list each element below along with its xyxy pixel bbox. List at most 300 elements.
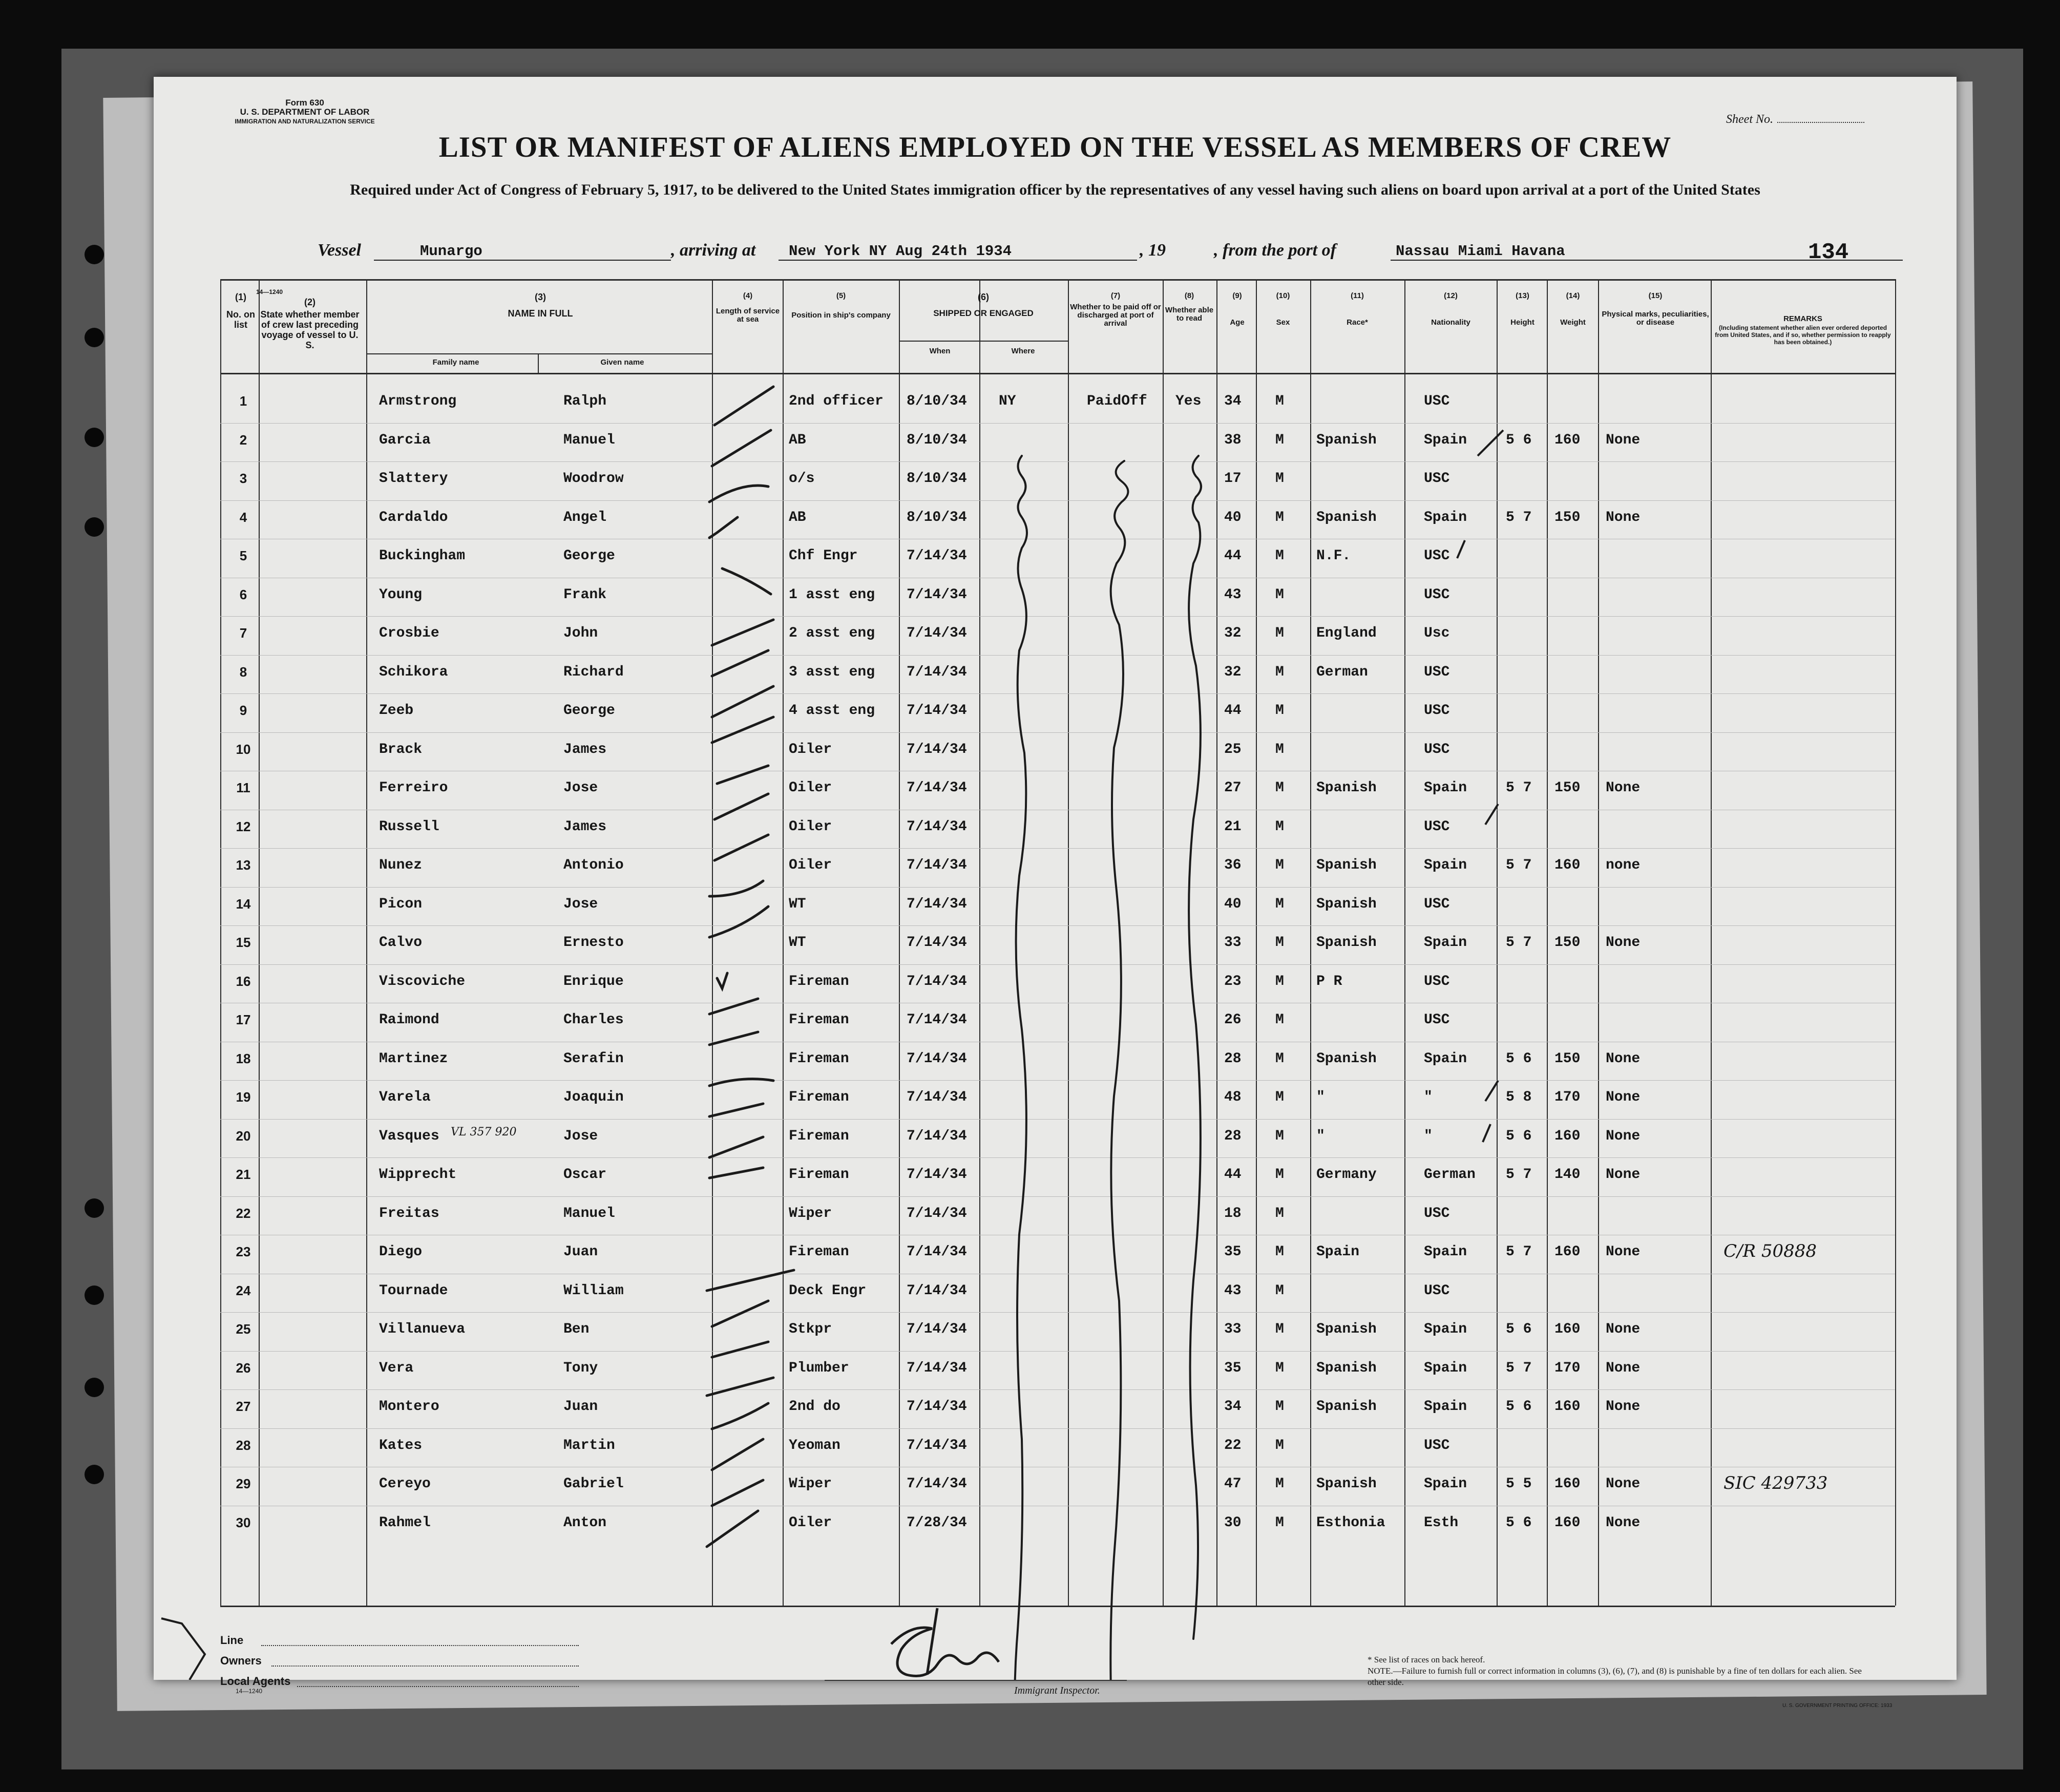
given-name: James — [563, 819, 607, 835]
nationality: USC — [1424, 819, 1450, 835]
height: 5 6 — [1506, 1515, 1532, 1531]
row-number: 16 — [236, 974, 251, 989]
row-number: 22 — [236, 1206, 251, 1221]
weight: 150 — [1554, 780, 1581, 796]
position: WT — [789, 935, 806, 951]
row-number: 20 — [236, 1128, 251, 1144]
age: 40 — [1224, 896, 1242, 912]
row-number: 7 — [239, 625, 247, 641]
document-subtitle: Required under Act of Congress of February 5, 1917, to be delivered to the United States immigration officer by the representatives of any vessel having such aliens on board upon arrival at a port of the United States — [350, 181, 1760, 198]
hdr-marks-label: Physical marks, peculiarities, or disease — [1602, 310, 1709, 327]
row-number: 26 — [236, 1360, 251, 1376]
family-name: Freitas — [379, 1206, 439, 1221]
given-name: Ernesto — [563, 935, 624, 951]
race: Spanish — [1316, 780, 1377, 796]
sex: M — [1275, 974, 1284, 989]
position: 4 asst eng — [789, 703, 875, 719]
arriving-port-date: New York NY Aug 24th 1934 — [779, 243, 1137, 261]
race: Spanish — [1316, 510, 1377, 525]
paid-off: PaidOff — [1087, 393, 1147, 409]
shipped-when: 7/14/34 — [907, 1399, 967, 1415]
footnote-penalty: NOTE.—Failure to furnish full or correct information in columns (3), (6), (7), and (8) is punishable by a fine of ten dollars for each alien. See other side. — [1368, 1666, 1862, 1687]
inspector-signature-line — [825, 1680, 1127, 1681]
hdr-shipped-number: (6) — [978, 292, 989, 302]
row-number: 5 — [239, 548, 247, 563]
nationality: " — [1424, 1128, 1433, 1144]
position: Oiler — [789, 857, 832, 873]
family-name: Raimond — [379, 1012, 439, 1028]
physical-marks: None — [1606, 1167, 1641, 1183]
family-name: Brack — [379, 742, 423, 757]
physical-marks: None — [1606, 1321, 1641, 1337]
height: 5 6 — [1506, 1399, 1532, 1415]
hdr-when: When — [929, 347, 951, 355]
service-checkmarks — [707, 387, 794, 1547]
given-name: John — [563, 625, 598, 641]
hdr-no-number: (1) — [235, 292, 246, 302]
weight: 150 — [1554, 935, 1581, 951]
hdr-given-name: Given name — [600, 358, 644, 367]
given-name: Manuel — [563, 1206, 615, 1221]
given-name: Manuel — [563, 432, 615, 448]
physical-marks: None — [1606, 935, 1641, 951]
given-name: Juan — [563, 1399, 598, 1415]
arriving-label: , arriving at — [671, 241, 756, 260]
row-number: 4 — [239, 510, 247, 525]
row-number: 14 — [236, 896, 251, 912]
race: Spanish — [1316, 857, 1377, 873]
race: Spanish — [1316, 1360, 1377, 1376]
race: Spanish — [1316, 1321, 1377, 1337]
height: 5 7 — [1506, 510, 1532, 525]
hdr-remarks-note: (Including statement whether alien ever ordered deported from United States, and if so, whether permission to reapply has been obtained.) — [1715, 324, 1891, 346]
nationality: USC — [1424, 1012, 1450, 1028]
family-name: Villanueva — [379, 1321, 466, 1337]
shipped-when: 7/14/34 — [907, 1360, 967, 1376]
given-name: Martin — [563, 1438, 615, 1453]
shipped-when: 8/10/34 — [907, 510, 967, 525]
nationality: USC — [1424, 664, 1450, 680]
weight: 160 — [1554, 1244, 1581, 1260]
sex: M — [1275, 1283, 1284, 1299]
hdr-name-label: NAME IN FULL — [508, 308, 573, 319]
inspector-label: Immigrant Inspector. — [1014, 1685, 1100, 1696]
row-number: 30 — [236, 1515, 251, 1530]
nationality: Spain — [1424, 780, 1467, 796]
position: 1 asst eng — [789, 587, 875, 603]
shipped-when: 7/14/34 — [907, 819, 967, 835]
able-to-read: Yes — [1175, 393, 1202, 409]
hdr-marks-number: (15) — [1648, 291, 1663, 300]
corner-stamp — [161, 1618, 205, 1680]
shipped-when: 7/14/34 — [907, 1321, 967, 1337]
age: 33 — [1224, 1321, 1242, 1337]
family-name: Russell — [379, 819, 439, 835]
nationality: USC — [1424, 587, 1450, 603]
age: 33 — [1224, 935, 1242, 951]
family-name: Rahmel — [379, 1515, 431, 1531]
given-name: Jose — [563, 1128, 598, 1144]
age: 48 — [1224, 1089, 1242, 1105]
family-name: Armstrong — [379, 393, 457, 409]
race: Spanish — [1316, 1051, 1377, 1067]
shipped-when: 8/10/34 — [907, 471, 967, 487]
physical-marks: None — [1606, 1360, 1641, 1376]
given-name: William — [563, 1283, 624, 1299]
agents-field — [297, 1686, 579, 1687]
sex: M — [1275, 1399, 1284, 1415]
nationality: " — [1424, 1089, 1433, 1105]
position: 3 asst eng — [789, 664, 875, 680]
shipped-when: 7/14/34 — [907, 1283, 967, 1299]
position: Plumber — [789, 1360, 849, 1376]
shipped-when: 7/28/34 — [907, 1515, 967, 1531]
sex: M — [1275, 1321, 1284, 1337]
position: Wiper — [789, 1206, 832, 1221]
hdr-code: 14—1240 — [256, 288, 283, 296]
race: Esthonia — [1316, 1515, 1385, 1531]
age: 28 — [1224, 1128, 1242, 1144]
race: Spanish — [1316, 432, 1377, 448]
position: Oiler — [789, 819, 832, 835]
row-number: 1 — [239, 393, 247, 409]
age: 44 — [1224, 548, 1242, 564]
position: Fireman — [789, 1244, 849, 1260]
shipped-when: 8/10/34 — [907, 393, 967, 409]
height: 5 6 — [1506, 432, 1532, 448]
hdr-race-number: (11) — [1351, 291, 1364, 300]
physical-marks: None — [1606, 780, 1641, 796]
position: Deck Engr — [789, 1283, 867, 1299]
hdr-weight-label: Weight — [1560, 318, 1586, 327]
race: Spain — [1316, 1244, 1360, 1260]
age: 43 — [1224, 1283, 1242, 1299]
age: 40 — [1224, 510, 1242, 525]
age: 32 — [1224, 664, 1242, 680]
weight: 160 — [1554, 857, 1581, 873]
physical-marks: None — [1606, 1051, 1641, 1067]
position: Fireman — [789, 1012, 849, 1028]
row-number: 23 — [236, 1244, 251, 1259]
row-number: 2 — [239, 432, 247, 448]
family-name: Vera — [379, 1360, 414, 1376]
sex: M — [1275, 471, 1284, 487]
printer-imprint: U. S. GOVERNMENT PRINTING OFFICE: 1933 — [1782, 1703, 1893, 1709]
sex: M — [1275, 703, 1284, 719]
vessel-label: Vessel — [318, 241, 361, 260]
position: Chf Engr — [789, 548, 858, 564]
given-name: Frank — [563, 587, 607, 603]
hdr-race-label: Race* — [1347, 318, 1368, 327]
given-name: Juan — [563, 1244, 598, 1260]
height: 5 7 — [1506, 1360, 1532, 1376]
family-name: Cardaldo — [379, 510, 448, 525]
position: Fireman — [789, 1089, 849, 1105]
vessel-name: Munargo — [374, 243, 671, 261]
hdr-age-number: (9) — [1232, 291, 1242, 300]
shipped-when: 8/10/34 — [907, 432, 967, 448]
family-name: Ferreiro — [379, 780, 448, 796]
physical-marks: None — [1606, 1128, 1641, 1144]
nationality: Spain — [1424, 1476, 1467, 1492]
race: N.F. — [1316, 548, 1351, 564]
position: AB — [789, 432, 806, 448]
row-number: 27 — [236, 1399, 251, 1414]
position: o/s — [789, 471, 815, 487]
age: 35 — [1224, 1244, 1242, 1260]
row-number: 18 — [236, 1051, 251, 1066]
nationality: Spain — [1424, 1321, 1467, 1337]
shipped-when: 7/14/34 — [907, 1244, 967, 1260]
given-name: Ralph — [563, 393, 607, 409]
weight: 170 — [1554, 1089, 1581, 1105]
hdr-col2-label: State whether member of crew last preceding voyage of vessel to U. S. — [260, 309, 360, 350]
remarks: C/R 50888 — [1723, 1241, 1817, 1261]
shipped-when: 7/14/34 — [907, 1476, 967, 1492]
nationality: USC — [1424, 548, 1450, 564]
sheet-no-label: Sheet No. — [1726, 113, 1773, 126]
hdr-height-number: (13) — [1516, 291, 1529, 300]
age: 28 — [1224, 1051, 1242, 1067]
sex: M — [1275, 625, 1284, 641]
height: 5 7 — [1506, 780, 1532, 796]
from-port: Nassau Miami Havana — [1391, 243, 1903, 261]
document-title: LIST OR MANIFEST OF ALIENS EMPLOYED ON THE VESSEL AS MEMBERS OF CREW — [438, 131, 1672, 163]
sex: M — [1275, 1476, 1284, 1492]
sex: M — [1275, 780, 1284, 796]
given-name: George — [563, 703, 615, 719]
nationality: Spain — [1424, 935, 1467, 951]
family-name: Buckingham — [379, 548, 466, 564]
position: AB — [789, 510, 806, 525]
given-name: George — [563, 548, 615, 564]
position: Oiler — [789, 780, 832, 796]
sex: M — [1275, 1089, 1284, 1105]
given-name: Jose — [563, 780, 598, 796]
hdr-nationality-label: Nationality — [1431, 318, 1470, 327]
family-name: Montero — [379, 1399, 439, 1415]
shipped-when: 7/14/34 — [907, 974, 967, 989]
physical-marks: none — [1606, 857, 1641, 873]
nationality: USC — [1424, 896, 1450, 912]
agents-code: 14—1240 — [236, 1688, 263, 1695]
family-name: Martinez — [379, 1051, 448, 1067]
from-port-label: , from the port of — [1214, 241, 1336, 260]
shipped-when: 7/14/34 — [907, 703, 967, 719]
hdr-length-number: (4) — [743, 291, 753, 300]
position: Oiler — [789, 742, 832, 757]
family-name: Young — [379, 587, 423, 603]
ditto-squiggles — [1015, 456, 1201, 1680]
age: 23 — [1224, 974, 1242, 989]
nationality: German — [1424, 1167, 1476, 1183]
position: Fireman — [789, 1051, 849, 1067]
nationality: Spain — [1424, 1360, 1467, 1376]
line-label: Line — [220, 1634, 244, 1647]
position: Stkpr — [789, 1321, 832, 1337]
age: 17 — [1224, 471, 1242, 487]
remarks: SIC 429733 — [1723, 1473, 1828, 1493]
nationality: USC — [1424, 1206, 1450, 1221]
shipped-when: 7/14/34 — [907, 1438, 967, 1453]
row-number: 25 — [236, 1321, 251, 1337]
sex: M — [1275, 432, 1284, 448]
family-name: Crosbie — [379, 625, 439, 641]
signature — [891, 1608, 999, 1676]
race: Spanish — [1316, 1476, 1377, 1492]
row-number: 15 — [236, 935, 251, 950]
given-name: Angel — [563, 510, 607, 525]
height: 5 7 — [1506, 1244, 1532, 1260]
given-name: Joaquin — [563, 1089, 624, 1105]
nationality: USC — [1424, 471, 1450, 487]
age: 30 — [1224, 1515, 1242, 1531]
height: 5 8 — [1506, 1089, 1532, 1105]
sex: M — [1275, 1438, 1284, 1453]
row-number: 29 — [236, 1476, 251, 1491]
hdr-where: Where — [1011, 347, 1035, 355]
physical-marks: None — [1606, 1244, 1641, 1260]
weight: 160 — [1554, 1399, 1581, 1415]
weight: 170 — [1554, 1360, 1581, 1376]
physical-marks: None — [1606, 510, 1641, 525]
physical-marks: None — [1606, 1515, 1641, 1531]
age: 21 — [1224, 819, 1242, 835]
family-name: Calvo — [379, 935, 423, 951]
family-name: Diego — [379, 1244, 423, 1260]
sex: M — [1275, 587, 1284, 603]
nationality: Spain — [1424, 432, 1467, 448]
family-name: Schikora — [379, 664, 448, 680]
hdr-col2-number: (2) — [304, 297, 316, 307]
given-name: Tony — [563, 1360, 598, 1376]
sex: M — [1275, 1515, 1284, 1531]
handwriting-overlay — [154, 77, 1957, 1680]
height: 5 6 — [1506, 1051, 1532, 1067]
weight: 160 — [1554, 1476, 1581, 1492]
family-name: Zeeb — [379, 703, 414, 719]
row-number: 19 — [236, 1089, 251, 1105]
sex: M — [1275, 1244, 1284, 1260]
family-name: Slattery — [379, 471, 448, 487]
age: 26 — [1224, 1012, 1242, 1028]
year-label: , 19 — [1140, 241, 1166, 260]
row-number: 8 — [239, 664, 247, 680]
sex: M — [1275, 819, 1284, 835]
hdr-sex-label: Sex — [1276, 318, 1290, 327]
vasques-margin-note: VL 357 920 — [451, 1126, 517, 1139]
age: 22 — [1224, 1438, 1242, 1453]
age: 25 — [1224, 742, 1242, 757]
shipped-when: 7/14/34 — [907, 1089, 967, 1105]
family-name: Garcia — [379, 432, 431, 448]
weight: 160 — [1554, 432, 1581, 448]
nationality: Spain — [1424, 1244, 1467, 1260]
age: 35 — [1224, 1360, 1242, 1376]
given-name: Ben — [563, 1321, 590, 1337]
manifest-sheet — [154, 77, 1957, 1709]
hdr-age-label: Age — [1230, 318, 1245, 327]
nationality: Spain — [1424, 1051, 1467, 1067]
given-name: Richard — [563, 664, 624, 680]
hdr-height-label: Height — [1510, 318, 1535, 327]
position: 2 asst eng — [789, 625, 875, 641]
shipped-when: 7/14/34 — [907, 1012, 967, 1028]
hdr-read-label: Whether able to read — [1165, 306, 1214, 323]
footnote-races: * See list of races on back hereof. — [1368, 1655, 1485, 1664]
row-number: 28 — [236, 1438, 251, 1453]
family-name: Picon — [379, 896, 423, 912]
family-name: Wipprecht — [379, 1167, 457, 1183]
hdr-paid-off-number: (7) — [1110, 291, 1121, 300]
row-number: 13 — [236, 857, 251, 873]
shipped-where: NY — [999, 393, 1016, 409]
nationality: USC — [1424, 974, 1450, 989]
footnotes — [1368, 1654, 1880, 1688]
given-name: James — [563, 742, 607, 757]
hdr-no-label: No. on list — [226, 309, 255, 330]
age: 43 — [1224, 587, 1242, 603]
given-name: Serafin — [563, 1051, 624, 1067]
height: 5 7 — [1506, 935, 1532, 951]
age: 34 — [1224, 393, 1242, 409]
race: Spanish — [1316, 896, 1377, 912]
hdr-read-number: (8) — [1184, 291, 1194, 300]
given-name: Enrique — [563, 974, 624, 989]
position: Wiper — [789, 1476, 832, 1492]
age: 44 — [1224, 703, 1242, 719]
race: " — [1316, 1089, 1325, 1105]
race: P R — [1316, 974, 1342, 989]
family-name: Viscoviche — [379, 974, 466, 989]
sex: M — [1275, 1206, 1284, 1221]
sex: M — [1275, 1012, 1284, 1028]
physical-marks: None — [1606, 432, 1641, 448]
race: Spanish — [1316, 1399, 1377, 1415]
position: WT — [789, 896, 806, 912]
hdr-nationality-number: (12) — [1444, 291, 1458, 300]
position: 2nd do — [789, 1399, 840, 1415]
shipped-when: 7/14/34 — [907, 1167, 967, 1183]
height: 5 6 — [1506, 1128, 1532, 1144]
weight: 160 — [1554, 1515, 1581, 1531]
position: Yeoman — [789, 1438, 840, 1453]
nationality: USC — [1424, 742, 1450, 757]
hdr-shipped-label: SHIPPED OR ENGAGED — [933, 308, 1034, 318]
family-name: Vasques — [379, 1128, 439, 1144]
shipped-when: 7/14/34 — [907, 625, 967, 641]
hdr-sex-number: (10) — [1276, 291, 1290, 300]
weight: 160 — [1554, 1128, 1581, 1144]
position: Fireman — [789, 1128, 849, 1144]
sex: M — [1275, 857, 1284, 873]
given-name: Woodrow — [563, 471, 624, 487]
race: England — [1316, 625, 1377, 641]
family-name: Kates — [379, 1438, 423, 1453]
race: Germany — [1316, 1167, 1377, 1183]
given-name: Anton — [563, 1515, 607, 1531]
shipped-when: 7/14/34 — [907, 1128, 967, 1144]
nationality: USC — [1424, 1283, 1450, 1299]
agents-label: Local Agents — [220, 1675, 291, 1688]
nationality: Usc — [1424, 625, 1450, 641]
row-number: 17 — [236, 1012, 251, 1027]
position: Oiler — [789, 1515, 832, 1531]
race: Spanish — [1316, 935, 1377, 951]
sheet-number: 134 — [1808, 240, 1849, 265]
physical-marks: None — [1606, 1399, 1641, 1415]
shipped-when: 7/14/34 — [907, 780, 967, 796]
